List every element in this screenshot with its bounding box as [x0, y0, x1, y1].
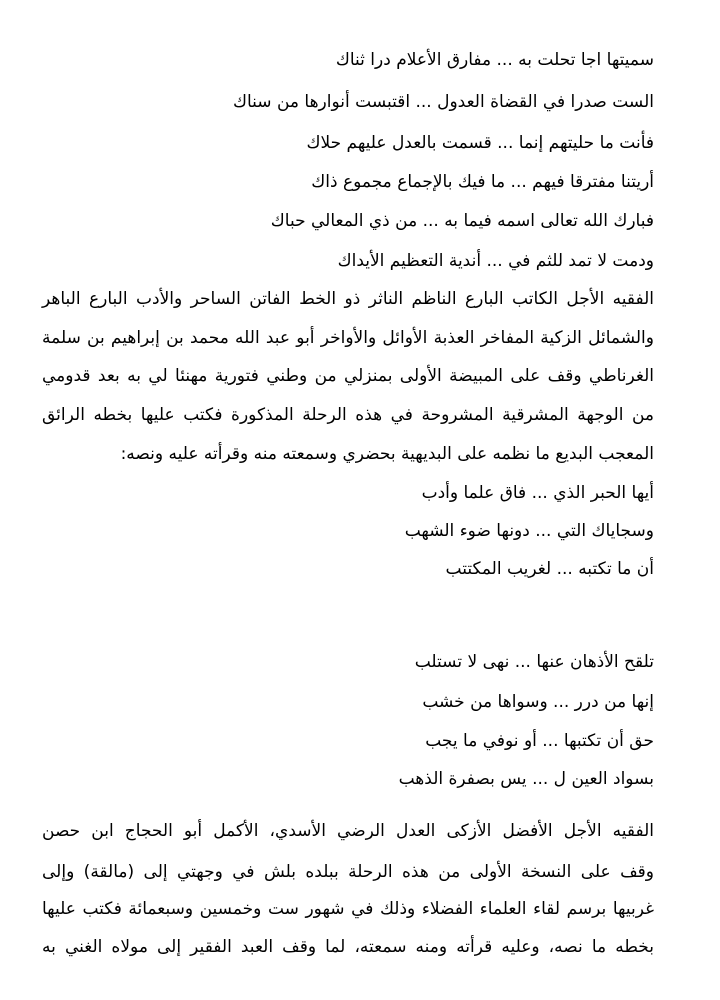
verse-line: الست صدرا في القضاة العدول ... اقتبست أنوارها من سناك: [232, 92, 654, 112]
prose-line: وقف على النسخة الأولى من هذه الرحلة ببلده بلش في وجهتي إلى (مالقة) وإلى: [42, 862, 654, 882]
verse-line: ودمت لا تمد للثم في ... أندية التعظيم الأيداك: [337, 251, 654, 271]
prose-line: من الوجهة المشرقية المشروحة في هذه الرحلة المذكورة فكتب عليها بخطه الرائق: [42, 405, 654, 425]
verse-line: وسجاياك التي ... دونها ضوء الشهب: [404, 521, 654, 541]
prose-line: غربيها برسم لقاء العلماء الفضلاء وذلك في شهور ست وخمسين وسبعمائة فكتب عليها: [42, 899, 654, 919]
verse-line: أريتنا مفترقا فيهم ... ما فيك بالإجماع مجموع ذاك: [311, 172, 654, 192]
verse-line: إنها من درر ... وسواها من خشب: [422, 692, 654, 712]
prose-line: بخطه ما نصه، وعليه قرأته ومنه سمعته، لما وقف العبد الفقير إلى مولاه الغني به: [42, 937, 654, 957]
verse-line: بسواد العين ل ... يس بصفرة الذهب: [398, 769, 654, 789]
verse-line: حق أن تكتبها ... أو نوفي ما يجب: [425, 731, 654, 751]
verse-line: أيها الحبر الذي ... فاق علما وأدب: [421, 483, 654, 503]
verse-line: فأنت ما حليتهم إنما ... قسمت بالعدل عليهم حلاك: [306, 133, 654, 153]
prose-line: الفقيه الأجل الأفضل الأزكى العدل الرضي الأسدي، الأكمل أبو الحجاج ابن حصن: [42, 821, 654, 841]
prose-line: المعجب البديع ما نظمه على البديهية بحضري وسمعته منه وقرأته عليه ونصه:: [120, 444, 654, 464]
verse-line: فبارك الله تعالى اسمه فيما به ... من ذي المعالي حباك: [270, 211, 654, 231]
prose-line: الغرناطي وقف على المبيضة الأولى بمنزلي من وطني فتورية مهنئا لي به بعد قدومي: [42, 366, 654, 386]
prose-line: والشمائل الزكية المفاخر العذبة الأوائل والأواخر أبو عبد الله محمد بن إبراهيم بن سلمة: [42, 328, 654, 348]
verse-line: تلقح الأذهان عنها ... نهى لا تستلب: [414, 652, 654, 672]
verse-line: سميتها اجا تحلت به ... مفارق الأعلام درا ثناك: [335, 50, 654, 70]
verse-line: أن ما تكتبه ... لغريب المكتتب: [445, 559, 654, 579]
prose-line: الفقيه الأجل الكاتب البارع الناظم الناثر ذو الخط الفاتن الساحر والأدب البارع الباهر: [42, 289, 654, 309]
